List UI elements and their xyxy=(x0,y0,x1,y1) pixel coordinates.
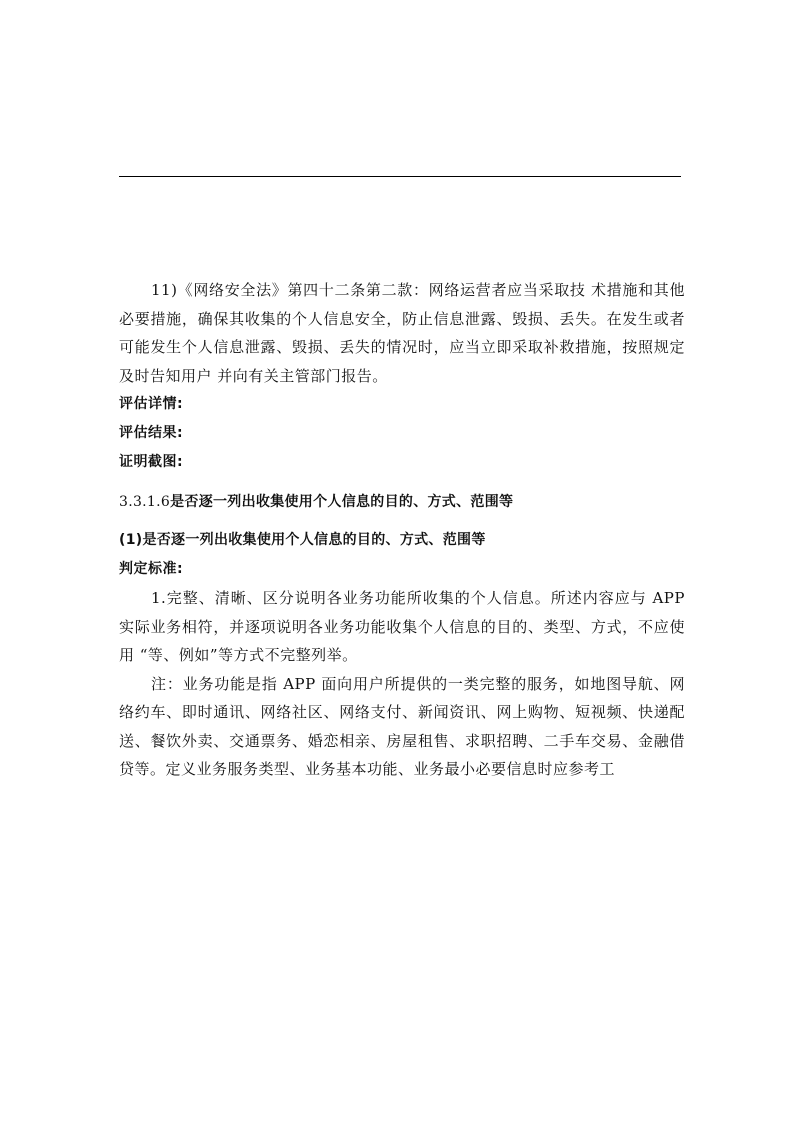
spacer xyxy=(119,477,685,487)
criteria-paragraph: 1.完整、清晰、区分说明各业务功能所收集的个人信息。所述内容应与 APP 实际业务相符，并逐项说明各业务功能收集个人信息的目的、类型、方式，不应使用 “等、例如”等方式不完整列举。 xyxy=(119,589,685,664)
criteria-label: 判定标准: xyxy=(119,561,184,577)
note-paragraph: 注：业务功能是指 APP 面向用户所提供的一类完整的服务，如地图导航、网络约车、即时通讯、网络社区、网络支付、新闻资讯、网上购物、短视频、快递配送、餐饮外卖、交通票务、婚恋相亲、房屋租售、求职招聘、二手车交易、金融借贷等。定义业务服务类型、业务基本功能、业务最小必要信息时应参考工 xyxy=(119,674,685,778)
section-heading xyxy=(119,487,685,517)
law-paragraph: 11)《网络安全法》第四十二条第二款：网络运营者应当采取技 术措施和其他必要措施，确保其收集的个人信息安全，防止信息泄露、毁损、丢失。在发生或者可能发生个人信息泄露、毁损、丢失的情况时，应当立即采取补救措施，按照规定及时告知用户 并向有关主管部门报告。 xyxy=(119,281,685,385)
assessment-details-label: 评估详情: xyxy=(119,396,184,412)
subsection-heading: (1)是否逐一列出收集使用个人信息的目的、方式、范围等 xyxy=(119,532,486,548)
evidence-screenshot-label: 证明截图: xyxy=(119,454,184,470)
assessment-result-label: 评估结果: xyxy=(119,425,184,441)
section-number: 3.3.1.6 xyxy=(119,494,171,510)
section-title: 是否逐一列出收集使用个人信息的目的、方式、范围等 xyxy=(170,494,514,510)
spacer xyxy=(119,517,685,525)
header-rule xyxy=(119,176,681,177)
document-body xyxy=(119,276,685,784)
